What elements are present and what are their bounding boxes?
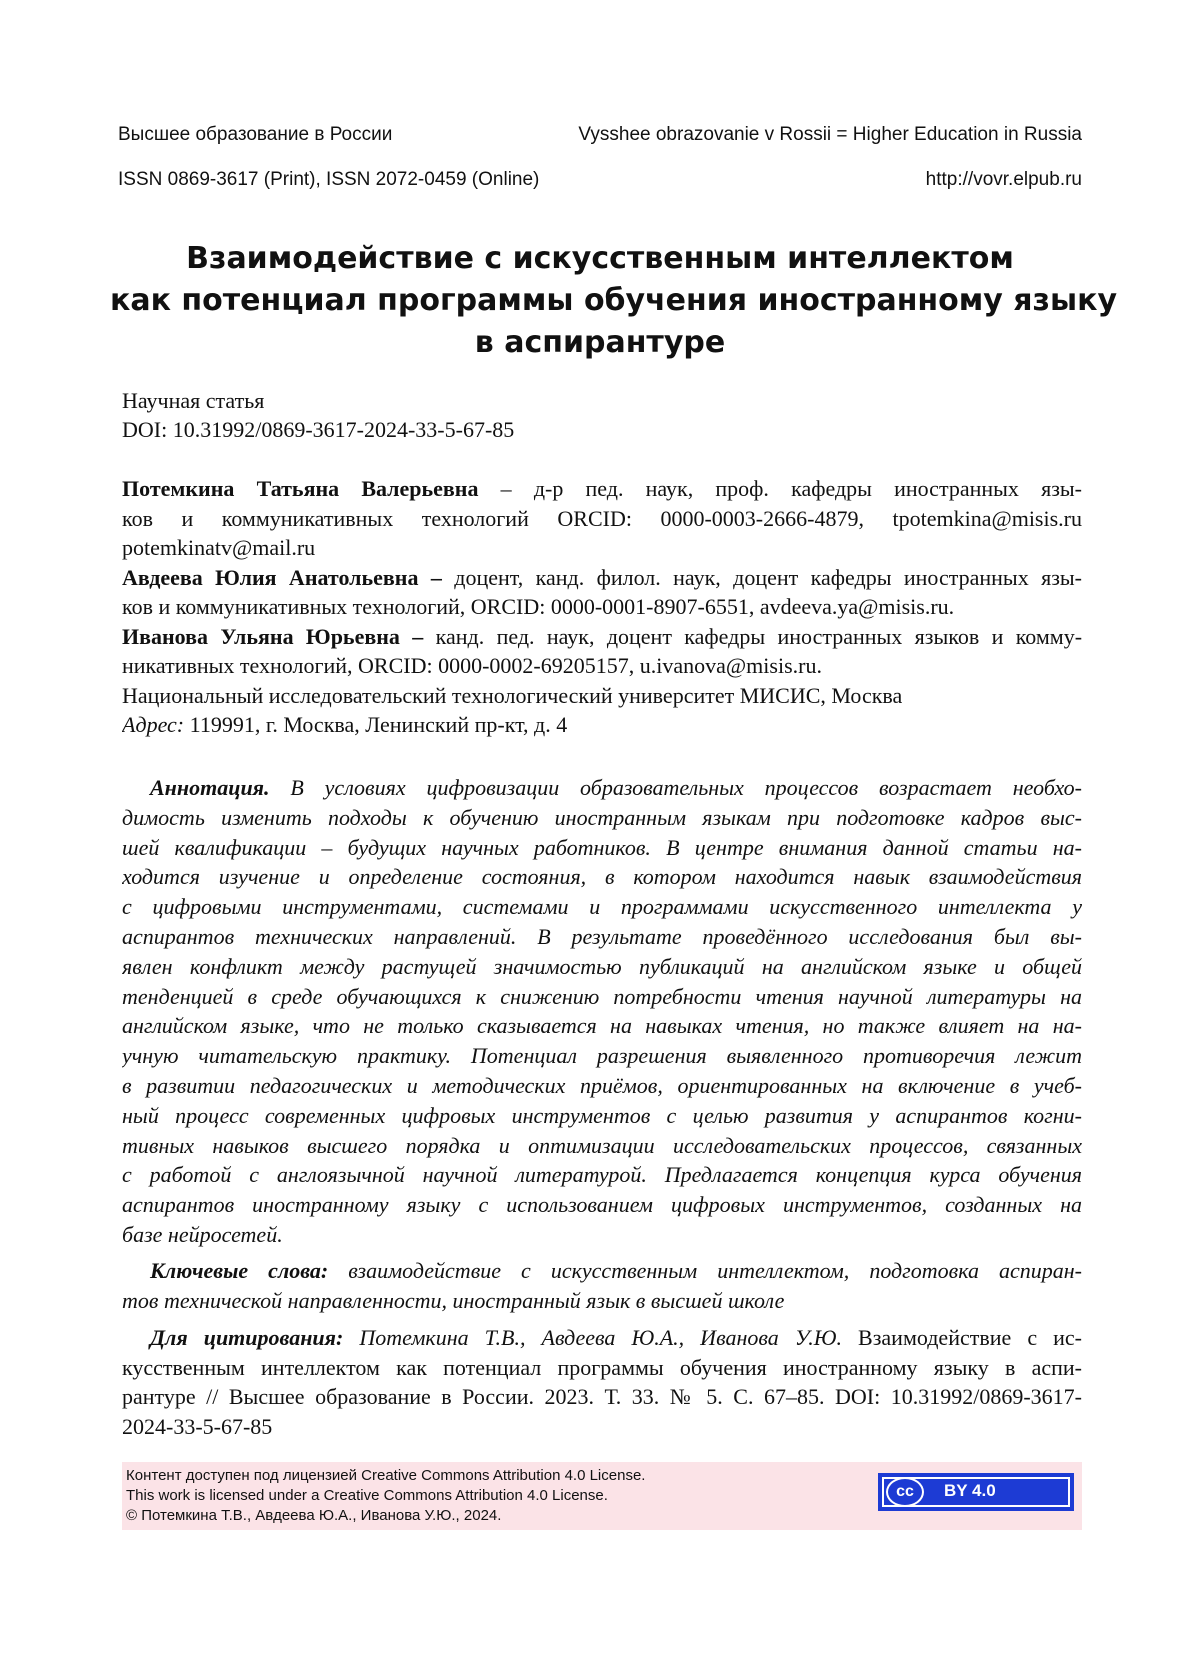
abstract-line: базе нейросетей. <box>122 1221 283 1247</box>
abstract-text: В условиях цифровизации образовательных процессов возрастает необхо- <box>269 775 1082 800</box>
article-meta <box>122 386 1082 444</box>
journal-title-en: Vysshee obrazovanie v Rossii = Higher Education in Russia <box>578 124 1082 145</box>
abstract-line: английском языке, что не только сказывается на навыках чтения, но также влияет на на- <box>122 1013 1082 1039</box>
abstract-line: явлен конфликт между растущей значимостью публикаций на английском языке и общей <box>122 953 1082 979</box>
author-line <box>122 474 1082 504</box>
abstract-line: ходится изучение и определение состояния, в котором находится навык взаимодействия <box>122 864 1082 890</box>
article-title <box>110 238 1118 364</box>
abstract-line: аспирантов технических направлений. В результате проведённого исследования был вы- <box>122 923 1082 949</box>
citation-line: кусственным интеллектом как потенциал программы обучения иностранному языку в аспи- <box>122 1354 1082 1380</box>
license-line-ru: Контент доступен под лицензией Creative Commons Attribution 4.0 License. <box>126 1467 646 1484</box>
affiliation: Национальный исследовательский технологический университет МИСИС, Москва <box>122 682 903 708</box>
keywords-line: тов технической направленности, иностранный язык в высшей школе <box>122 1287 785 1313</box>
author-dash: – <box>478 476 534 501</box>
abstract-line <box>122 773 1082 803</box>
author-line: ков и коммуникативных технологий ORCID: 0000-0003-2666-4879, tpotemkina@misis.ru <box>122 505 1082 531</box>
abstract-line: аспирантов иностранному языку с использованием цифровых инструментов, созданных на <box>122 1192 1082 1218</box>
cc-by-license-icon[interactable] <box>878 1473 1074 1511</box>
abstract-line: ный процесс современных цифровых инструментов с целью развития у аспирантов когни- <box>122 1102 1082 1128</box>
author-name: Иванова Ульяна Юрьевна <box>122 623 400 649</box>
author-line <box>122 622 1082 652</box>
author-line <box>122 563 1082 593</box>
address <box>122 710 1082 740</box>
author-dash: – <box>418 564 455 590</box>
abstract-label: Аннотация. <box>150 775 270 800</box>
article-type: Научная статья <box>122 388 265 413</box>
abstract-line: тенденцией в среде обучающихся к снижению потребности чтения научной литературы на <box>122 983 1082 1009</box>
author-info: д-р пед. наук, проф. кафедры иностранных язы- <box>533 476 1082 501</box>
journal-url[interactable]: http://vovr.elpub.ru <box>925 169 1082 190</box>
license-box <box>122 1462 1082 1530</box>
citation-block <box>122 1323 1082 1441</box>
citation-text: Взаимодействие с ис- <box>841 1325 1082 1350</box>
cc-by-label: BY 4.0 <box>944 1481 996 1500</box>
citation-line <box>122 1323 1082 1353</box>
abstract-line: в развитии педагогических и методических приёмов, ориентированных на включение в учеб- <box>122 1072 1082 1098</box>
author-dash: – <box>399 623 436 649</box>
abstract-line: димость изменить подходы к обучению иностранным языкам при подготовке кадров выс- <box>122 804 1082 830</box>
keywords-line <box>122 1256 1082 1286</box>
citation-label: Для цитирования: <box>150 1325 344 1350</box>
author-line: ков и коммуникативных технологий, ORCID: 0000-0001-8907-6551, avdeeva.ya@misis.ru. <box>122 594 955 619</box>
abstract-line: с цифровыми инструментами, системами и программами искусственного интеллекта у <box>122 894 1082 920</box>
abstract-block <box>122 773 1082 1250</box>
author-info: канд. пед. наук, доцент кафедры иностранных языков и комму- <box>435 623 1082 649</box>
license-line-en: This work is licensed under a Creative Commons Attribution 4.0 License. <box>126 1487 608 1504</box>
author-line: potemkinatv@mail.ru <box>122 535 316 560</box>
keywords-label: Ключевые слова: <box>150 1258 329 1283</box>
abstract-line: тивных навыков высшего порядка и оптимизации исследовательских процессов, связанных <box>122 1132 1082 1158</box>
cc-logo-icon: cc <box>886 1477 924 1507</box>
citation-line: рантуре // Высшее образование в России. 2023. Т. 33. № 5. С. 67–85. DOI: 10.31992/0869-3617- <box>122 1384 1082 1409</box>
citation-line: 2024-33-5-67-85 <box>122 1413 273 1439</box>
author-info: доцент, канд. филол. наук, доцент кафедры иностранных язы- <box>454 564 1082 590</box>
address-value: 119991, г. Москва, Ленинский пр-кт, д. 4 <box>184 712 568 737</box>
copyright-line: © Потемкина Т.В., Авдеева Ю.А., Иванова У.Ю., 2024. <box>126 1507 502 1524</box>
issn-line: ISSN 0869-3617 (Print), ISSN 2072-0459 (Online) <box>118 169 540 190</box>
keywords-text: взаимодействие с искусственным интеллектом, подготовка аспиран- <box>328 1258 1082 1283</box>
journal-title-ru: Высшее образование в России <box>118 124 393 145</box>
author-name: Потемкина Татьяна Валерьевна <box>122 476 479 501</box>
title-line: в аспирантуре <box>474 325 726 360</box>
author-line: никативных технологий, ORCID: 0000-0002-69205157, u.ivanova@misis.ru. <box>122 653 822 678</box>
title-line: как потенциал программы обучения иностранному языку <box>110 283 1118 318</box>
title-line: Взаимодействие с искусственным интеллектом <box>186 241 1014 276</box>
abstract-line: шей квалификации – будущих научных работников. В центре внимания данной статьи на- <box>122 834 1082 860</box>
license-text <box>126 1466 645 1526</box>
article-doi[interactable]: DOI: 10.31992/0869-3617-2024-33-5-67-85 <box>122 417 515 442</box>
abstract-line: учную читательскую практику. Потенциал разрешения выявленного противоречия лежит <box>122 1043 1082 1069</box>
abstract-line: с работой с англоязычной научной литературой. Предлагается концепция курса обучения <box>122 1162 1082 1188</box>
keywords-block <box>122 1256 1082 1316</box>
citation-authors: Потемкина Т.В., Авдеева Ю.А., Иванова У.Ю. <box>343 1325 842 1350</box>
address-label: Адрес: <box>122 712 185 737</box>
author-name: Авдеева Юлия Анатольевна <box>122 564 419 590</box>
authors-block <box>122 474 1082 740</box>
